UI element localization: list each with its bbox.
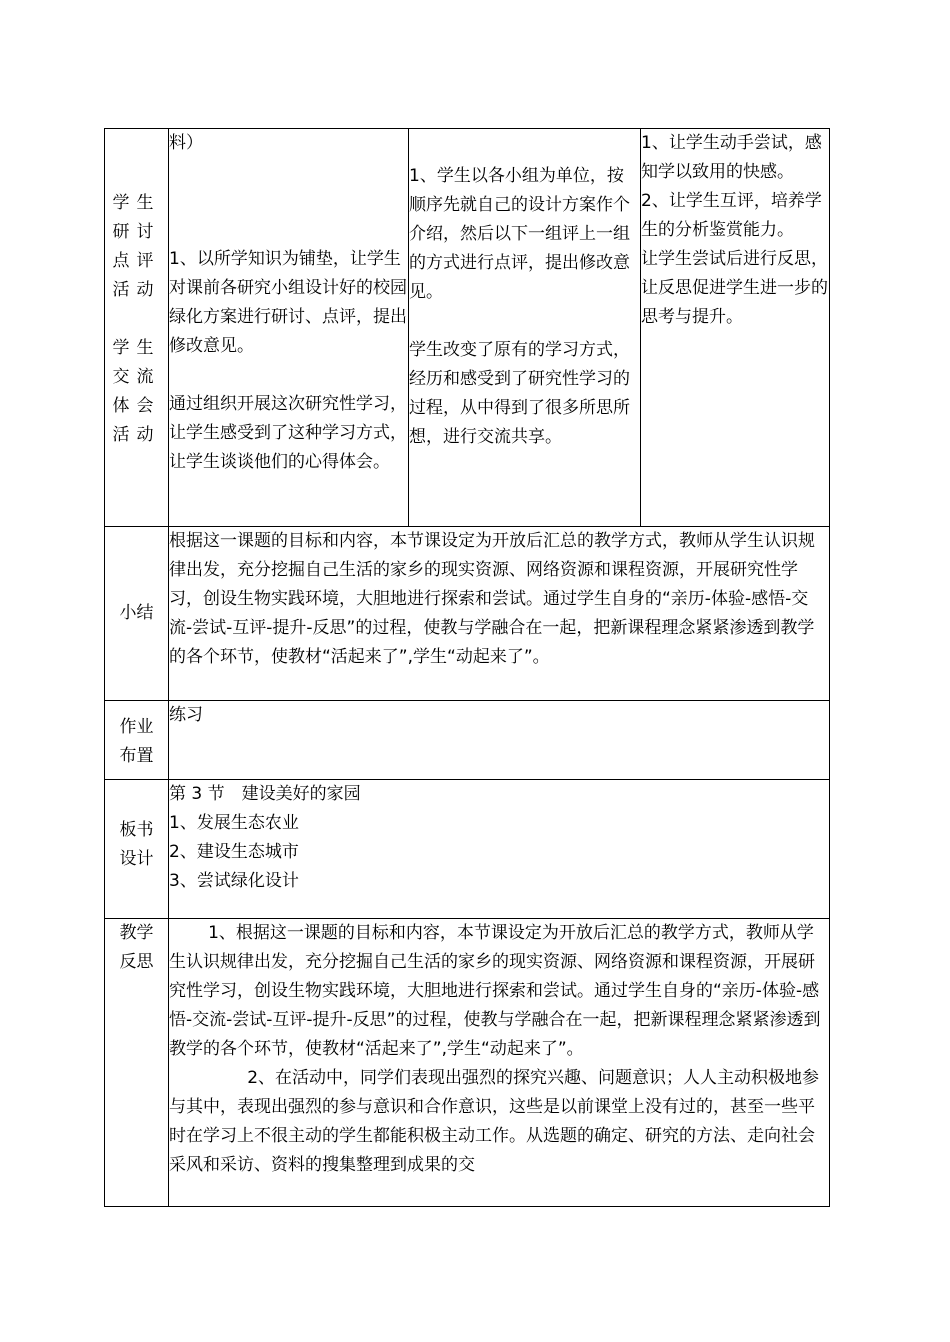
- summary-label: 小结: [119, 603, 154, 623]
- reflection-paragraph-2: 2、在活动中，同学们表现出强烈的探究兴趣、问题意识；人人主动积极地参与其中，表现出强烈的参与意识和合作意识，这些是以前课堂上没有过的，甚至一些平时在学习上不很主动的学生都能积极主动工作。从选题的确定、研究的方法、走向社会采风和采访、资料的搜集整理到成果的交: [169, 1068, 820, 1175]
- teacher-text-paragraph: 1、以所学知识为铺垫，让学生对课前各研究小组设计好的校园绿化方案进行研讨、点评，提出修改意见。: [169, 249, 407, 356]
- board-label-line: 板书: [119, 820, 154, 840]
- intent-text-paragraph: 2、让学生互评，培养学生的分析鉴赏能力。: [641, 191, 822, 240]
- activity-label-line: 学生: [112, 338, 161, 358]
- reflection-text-cell: [169, 919, 830, 1207]
- reflection-label-line: 反思: [119, 952, 154, 972]
- activity-label-line: 活动: [112, 425, 161, 445]
- board-text-cell: [169, 780, 830, 919]
- board-label-line: 设计: [119, 849, 154, 869]
- student-text-paragraph: 学生改变了原有的学习方式，经历和感受到了研究性学习的过程，从中得到了很多所思所想，进行交流共享。: [409, 340, 630, 447]
- homework-label-line: 作业: [119, 717, 154, 737]
- board-design-row: [105, 780, 830, 919]
- board-section-title: 第 3 节 建设美好的家园: [169, 784, 361, 804]
- activity-label-line: 交流: [112, 367, 161, 387]
- homework-text: 练习: [169, 705, 203, 725]
- homework-text-cell: [169, 701, 830, 780]
- activity-label-line: 活动: [112, 280, 161, 300]
- homework-row: [105, 701, 830, 780]
- reflection-paragraph-1: 1、根据这一课题的目标和内容，本节课设定为开放后汇总的教学方式，教师从学生认识规律出发，充分挖掘自己生活的家乡的现实资源、网络资源和课程资源，开展研究性学习，创设生物实践环境，大胆地进行探索和尝试。通过学生自身的“亲历-体验-感悟-交流-尝试-互评-提升-反思”的过程，使教与学融合在一起，把新课程理念紧紧渗透到教学的各个环节，使教材“活起来了”,学生“动起来了”。: [169, 923, 821, 1059]
- teacher-text-line: [169, 187, 408, 216]
- lesson-plan-table: [104, 128, 830, 1207]
- activity-label-line: [105, 305, 168, 334]
- reflection-row: [105, 919, 830, 1207]
- intent-text-paragraph: 让学生尝试后进行反思，让反思促进学生进一步的思考与提升。: [641, 249, 828, 327]
- teacher-text-line: [169, 158, 408, 187]
- homework-label-line: 布置: [119, 746, 154, 766]
- student-activity-cell: [409, 129, 641, 527]
- board-point: 3、尝试绿化设计: [169, 871, 299, 891]
- student-text-paragraph: 1、学生以各小组为单位，按顺序先就自己的设计方案作个介绍，然后以下一组评上一组的方式进行点评，提出修改意见。: [409, 166, 630, 302]
- summary-text: 根据这一课题的目标和内容，本节课设定为开放后汇总的教学方式，教师从学生认识规律出发，充分挖掘自己生活的家乡的现实资源、网络资源和课程资源，开展研究性学习，创设生物实践环境，大胆地进行探索和尝试。通过学生自身的“亲历-体验-感悟-交流-尝试-互评-提升-反思”的过程，使教与学融合在一起，把新课程理念紧紧渗透到教学的各个环节，使教材“活起来了”,学生“动起来了”。: [169, 531, 815, 667]
- activity-label-line: 点评: [112, 251, 161, 271]
- summary-text-cell: [169, 527, 830, 701]
- activity-label-line: 体会: [112, 396, 161, 416]
- teacher-text-line: [169, 216, 408, 245]
- teacher-text-line: 料）: [169, 133, 203, 153]
- summary-row: [105, 527, 830, 701]
- board-point: 2、建设生态城市: [169, 842, 299, 862]
- activity-label-line: 研讨: [112, 222, 161, 242]
- design-intent-cell: [641, 129, 830, 527]
- board-point: 1、发展生态农业: [169, 813, 299, 833]
- teacher-text-line: [169, 361, 408, 390]
- homework-label-cell: [105, 701, 169, 780]
- summary-label-cell: [105, 527, 169, 701]
- activity-label-cell: [105, 129, 169, 527]
- reflection-label-line: 教学: [119, 923, 154, 943]
- activity-row: [105, 129, 830, 527]
- teacher-activity-cell: [169, 129, 409, 527]
- teacher-text-paragraph: 通过组织开展这次研究性学习，让学生感受到了这种学习方式，让学生谈谈他们的心得体会。: [169, 394, 407, 472]
- intent-text-paragraph: 1、让学生动手尝试，感知学以致用的快感。: [641, 133, 822, 182]
- reflection-label-cell: [105, 919, 169, 1207]
- board-label-cell: [105, 780, 169, 919]
- student-text-line: [409, 307, 640, 336]
- activity-label-line: 学生: [112, 193, 161, 213]
